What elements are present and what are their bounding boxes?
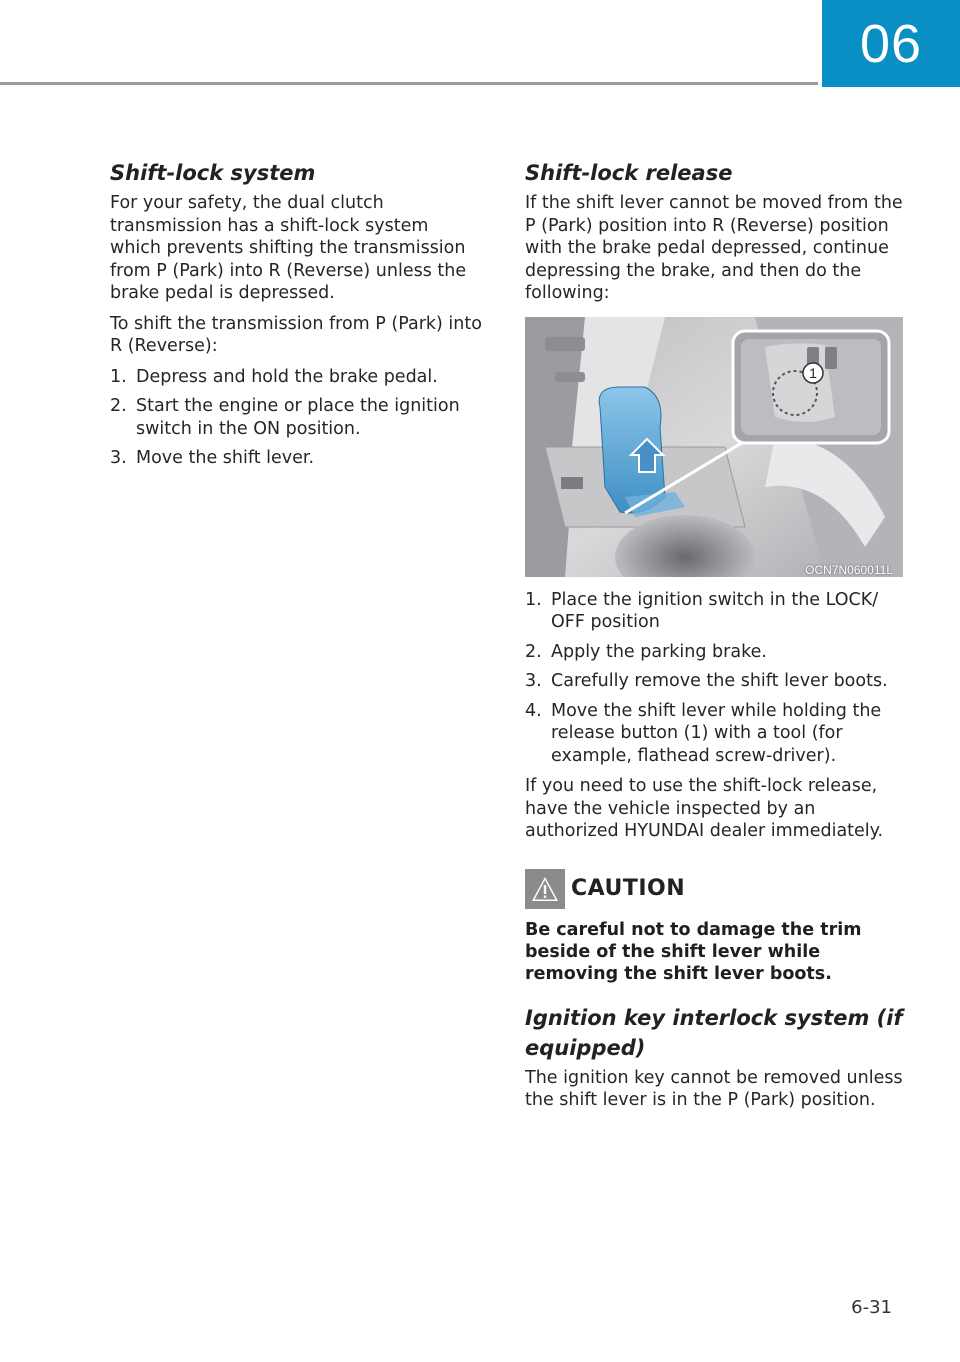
page-number: 6-31: [851, 1297, 892, 1318]
list-item: 3. Carefully remove the shift lever boots.: [525, 671, 888, 691]
shift-lock-intro: For your safety, the dual clutch transmission has a shift-lock system which prevents shifting the transmission from P (Park) into R (Reverse) unless the brake pedal is depressed.: [110, 193, 467, 303]
list-item: 3. Move the shift lever.: [110, 448, 315, 468]
shift-lock-lead: To shift the transmission from P (Park) into R (Reverse):: [110, 313, 482, 356]
ignition-interlock-text: The ignition key cannot be removed unless the shift lever is in the P (Park) position.: [525, 1067, 903, 1110]
shift-lock-release-steps: [525, 589, 905, 768]
list-item: 4. Move the shift lever while holding the release button (1) with a tool (for example, flathead screw-driver).: [525, 700, 882, 766]
shift-lock-steps: [110, 366, 482, 470]
caution-body: Be careful not to damage the trim beside of the shift lever while removing the shift lever boots.: [525, 919, 862, 984]
chapter-number: 06: [859, 13, 923, 74]
header-rule: [0, 82, 818, 85]
warning-triangle-icon: [525, 869, 565, 909]
shift-lock-release-intro: If the shift lever cannot be moved from the P (Park) position into R (Reverse) position with the brake pedal depressed, continue depressing the brake, and then do the following:: [525, 193, 903, 303]
list-item: 2. Apply the parking brake.: [525, 641, 767, 662]
list-item: 1. Place the ignition switch in the LOCK/ OFF position: [525, 589, 879, 632]
caution-title: CAUTION: [571, 876, 686, 901]
list-item: 1. Depress and hold the brake pedal.: [110, 366, 438, 387]
callout-number: 1: [809, 364, 817, 381]
figure-code: OCN7N060011L: [805, 562, 893, 577]
shift-lock-system-heading: Shift-lock system: [110, 161, 316, 185]
left-column: [110, 158, 482, 478]
console-drawing: [525, 317, 903, 577]
right-column: [525, 158, 905, 1120]
caution-header: [525, 869, 905, 909]
ignition-interlock-heading: Ignition key interlock system (if equipped): [525, 1005, 903, 1060]
shift-lever-illustration: [525, 317, 903, 577]
list-item: 2. Start the engine or place the ignition switch in the ON position.: [110, 396, 460, 439]
release-note: If you need to use the shift-lock release, have the vehicle inspected by an authorized HYUNDAI dealer immediately.: [525, 776, 884, 841]
chapter-tab: [822, 0, 960, 87]
shift-lock-release-heading: Shift-lock release: [525, 161, 733, 185]
